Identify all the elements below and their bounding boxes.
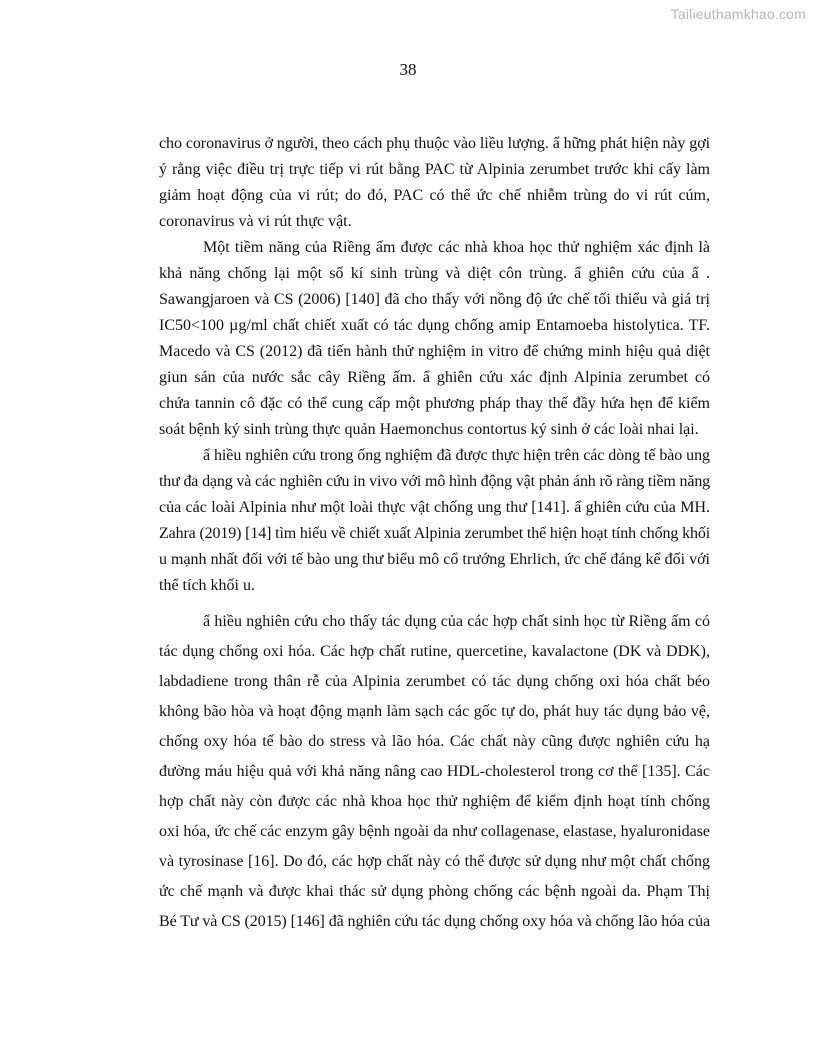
text-line: ẩ hiều nghiên cứu cho thấy tác dụng của các hợp chất sinh học từ Riềng ấm có xyxy=(203,613,710,630)
text-line: thể tích khối u. xyxy=(159,577,255,594)
text-line: Zahra (2019) [14] tìm hiểu về chiết xuất Alpinia zerumbet thể hiện hoạt tính chống khối xyxy=(159,525,711,542)
text-line: ý rằng việc điều trị trực tiếp vi rút bằng PAC từ Alpinia zerumbet trước khi cấy làm xyxy=(159,161,710,178)
text-line: soát bệnh ký sinh trùng thực quản Haemonchus contortus ký sinh ở các loài nhai lại. xyxy=(159,421,699,438)
text-line: khả năng chống lại một số kí sinh trùng và diệt côn trùng. ẩ ghiên cứu của ẩ . xyxy=(159,265,710,282)
text-line: không bão hòa và hoạt động mạnh làm sạch các gốc tự do, phát huy tác dụng bảo vệ, xyxy=(159,703,710,720)
text-line: ức chế mạnh và được khai thác sử dụng phòng chống các bệnh ngoài da. Phạm Thị xyxy=(159,883,710,900)
text-line: Macedo và CS (2012) đã tiến hành thử nghiệm in vitro để chứng minh hiệu quả diệt xyxy=(159,343,710,360)
paragraph-4 xyxy=(159,607,710,937)
text-line: thư đa dạng và các nghiên cứu in vivo với mô hình động vật phản ánh rõ ràng tiềm năng xyxy=(159,473,711,490)
text-line: Bé Tư và CS (2015) [146] đã nghiên cứu tác dụng chống oxy hóa và chống lão hóa của xyxy=(159,913,710,930)
text-line: labdadiene trong thân rễ của Alpinia zerumbet có tác dụng chống oxi hóa chất béo xyxy=(159,673,710,690)
text-line: giun sán của nước sắc cây Riềng ấm. ẩ ghiên cứu xác định Alpinia zerumbet có xyxy=(159,369,710,386)
text-line: IC50<100 µg/ml chất chiết xuất có tác dụng chống amip Entamoeba histolytica. TF. xyxy=(159,317,710,334)
text-line: Sawangjaroen và CS (2006) [140] đã cho thấy với nồng độ ức chế tối thiểu và giá trị xyxy=(159,291,710,308)
text-line: ẩ hiều nghiên cứu trong ống nghiệm đã được thực hiện trên các dòng tế bào ung xyxy=(203,447,710,464)
text-line: oxi hóa, ức chế các enzym gây bệnh ngoài da như collagenase, elastase, hyaluronidase xyxy=(159,823,711,840)
text-line: và tyrosinase [16]. Do đó, các hợp chất này có thể được sử dụng như một chất chống xyxy=(159,853,710,870)
text-line: đường máu hiệu quả với khả năng nâng cao HDL-cholesterol trong cơ thể [135]. Các xyxy=(159,763,710,780)
watermark-text: Tailieuthamkhao.com xyxy=(670,6,806,22)
text-line: u mạnh nhất đối với tế bào ung thư biểu mô cổ trướng Ehrlich, ức chế đáng kể đối với xyxy=(159,551,710,568)
text-line: tác dụng chống oxi hóa. Các hợp chất rutine, quercetine, kavalactone (DK và DDK), xyxy=(159,643,710,660)
text-line: chứa tannin cô đặc có thể cung cấp một phương pháp thay thế đầy hứa hẹn để kiểm xyxy=(159,395,710,412)
paragraph-1 xyxy=(159,131,710,235)
text-line: Một tiềm năng của Riềng ấm được các nhà khoa học thử nghiệm xác định là xyxy=(203,239,710,256)
text-line: của các loài Alpinia như một loài thực vật chống ung thư [141]. ẩ ghiên cứu của MH. xyxy=(159,499,710,516)
text-line: giảm hoạt động của vi rút; do đó, PAC có thể ức chế nhiễm trùng do vi rút cúm, xyxy=(159,187,710,204)
paragraph-2 xyxy=(159,235,710,443)
page-number: 38 xyxy=(399,60,417,79)
text-line: coronavirus và vi rút thực vật. xyxy=(159,213,352,230)
text-line: hợp chất này còn được các nhà khoa học thử nghiệm để kiểm định hoạt tính chống xyxy=(159,793,710,810)
text-line: chống oxy hóa tế bào do stress và lão hóa. Các chất này cũng được nghiên cứu hạ xyxy=(159,733,710,750)
paragraph-3 xyxy=(159,443,710,599)
text-line: cho coronavirus ở người, theo cách phụ thuộc vào liều lượng. ẩ hững phát hiện này gợi xyxy=(159,135,710,152)
document-body xyxy=(159,131,710,937)
